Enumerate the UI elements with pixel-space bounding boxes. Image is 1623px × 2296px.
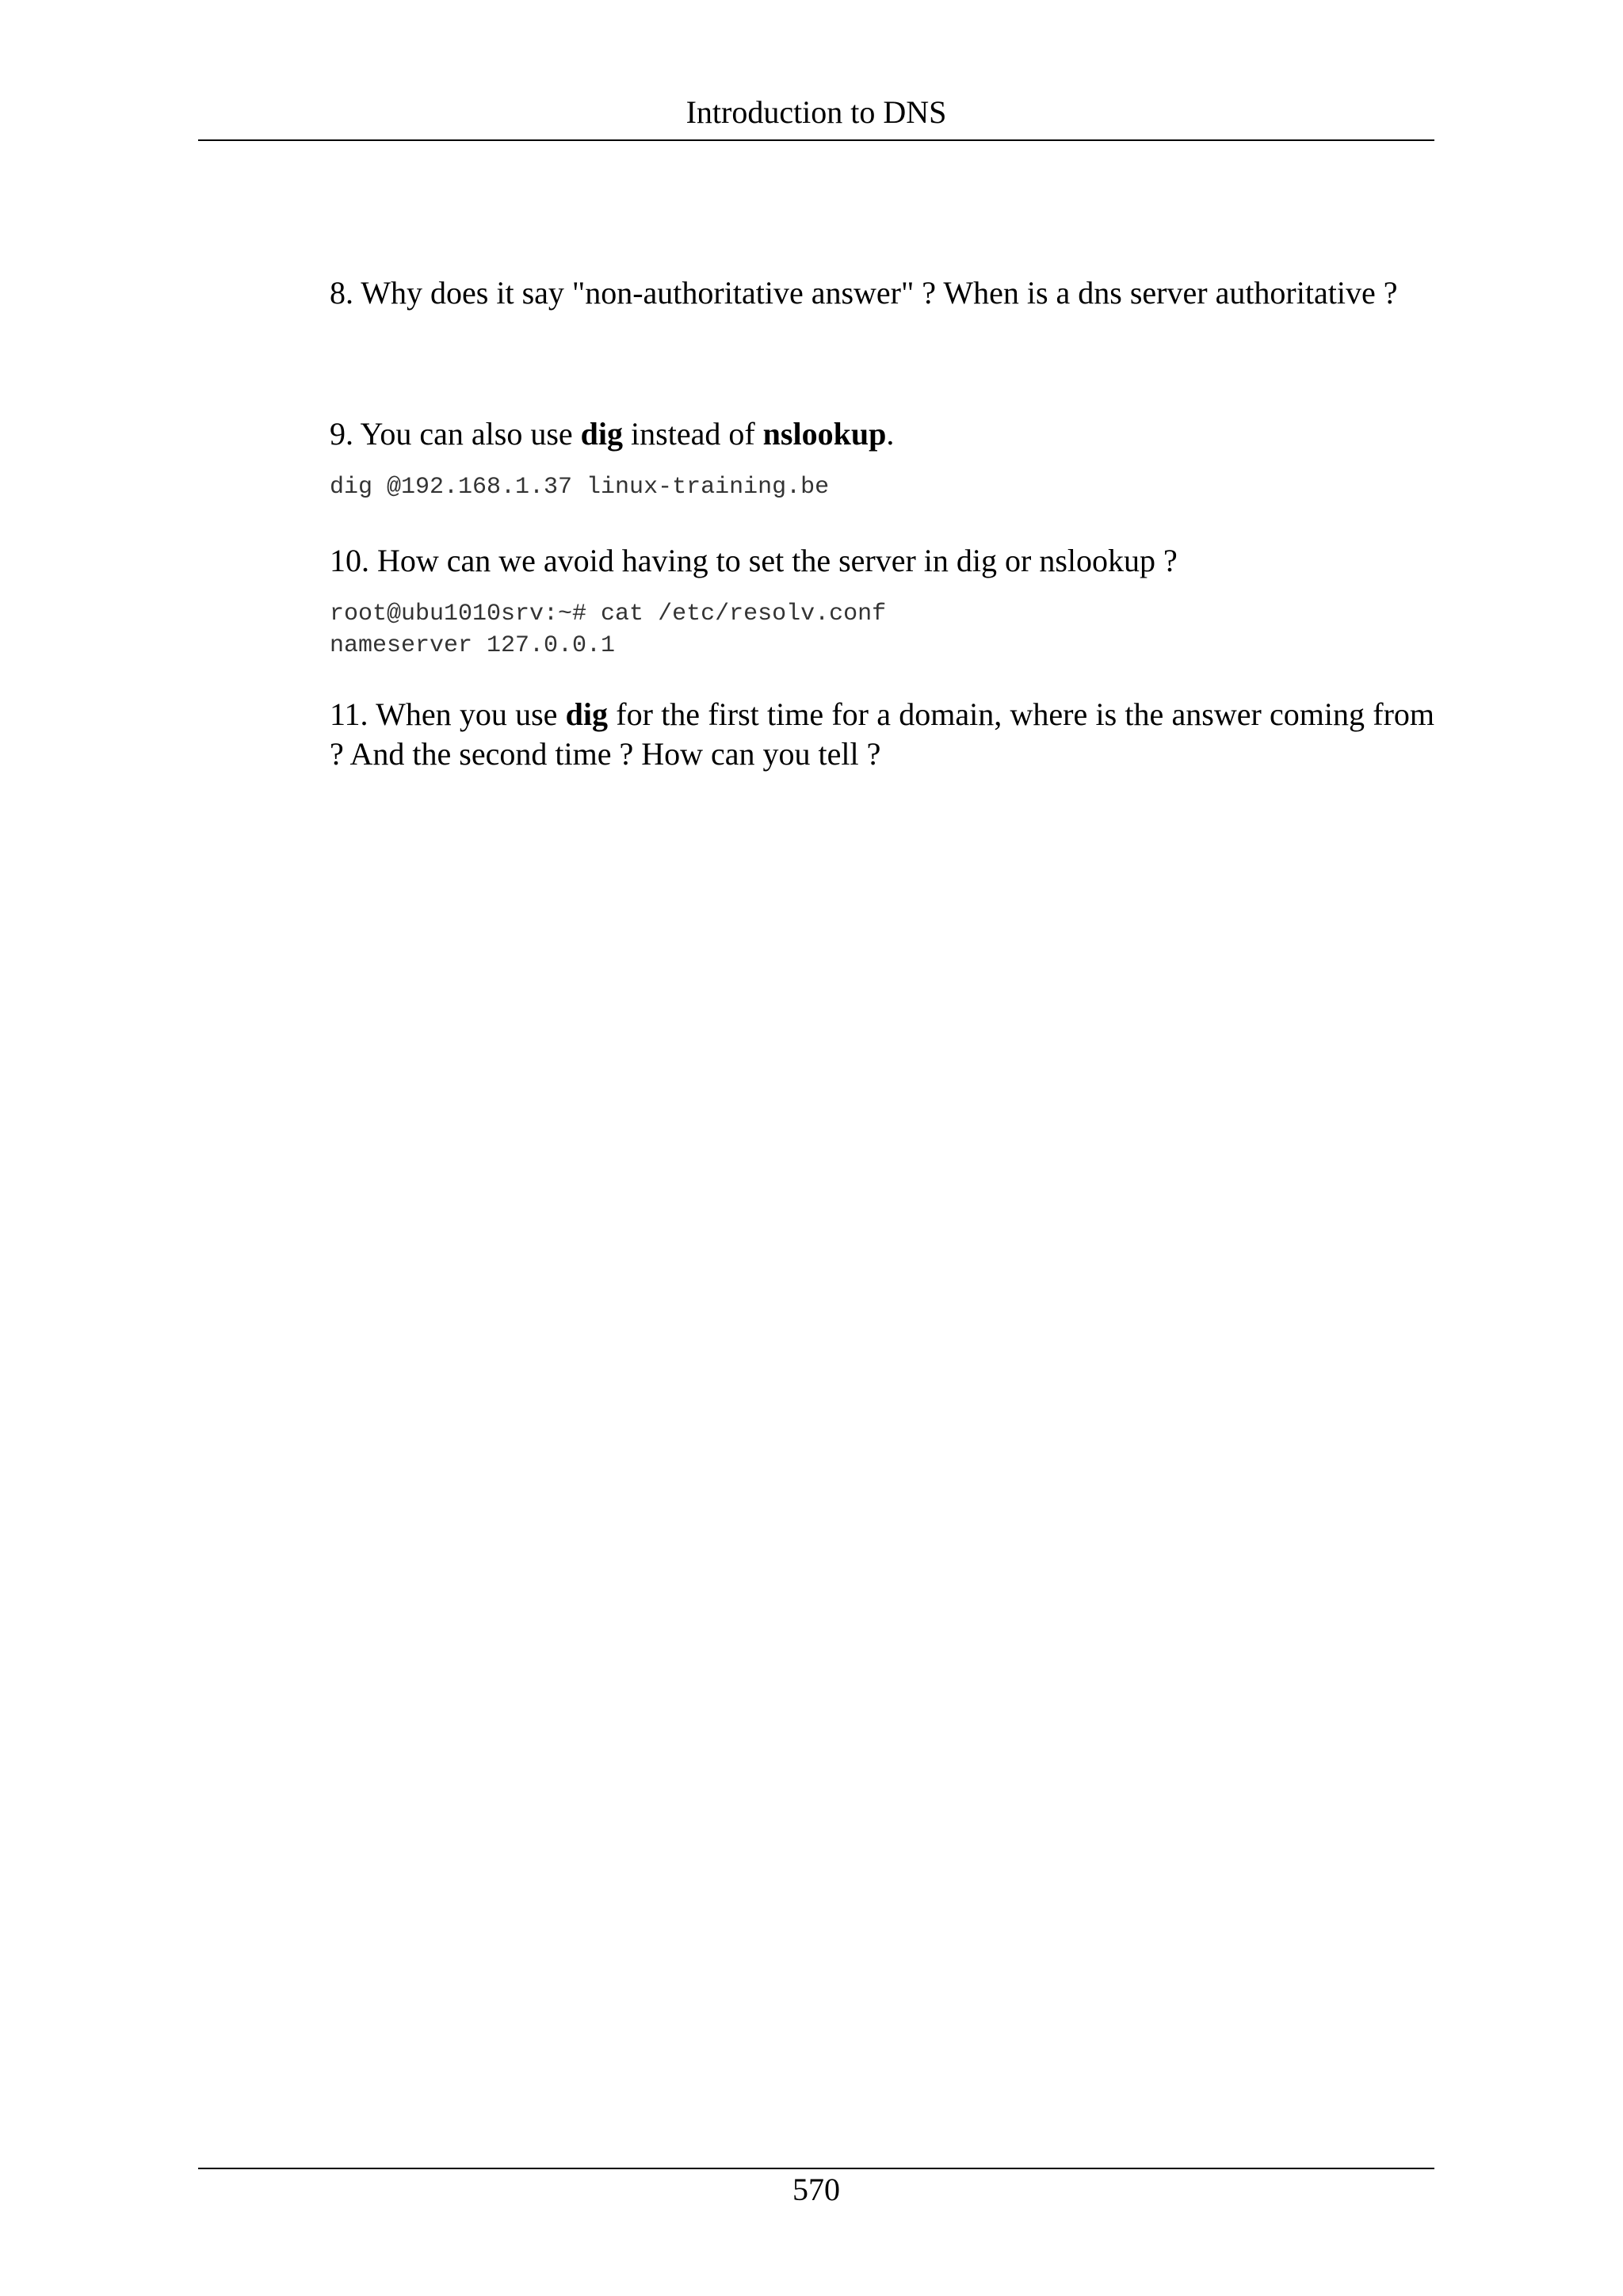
question-number: 10. bbox=[330, 543, 369, 578]
command-nslookup: nslookup bbox=[762, 416, 887, 452]
command-dig: dig bbox=[580, 416, 624, 452]
command-dig: dig bbox=[565, 696, 609, 732]
running-header: Introduction to DNS bbox=[685, 94, 947, 130]
code-block-dig: dig @192.168.1.37 linux-training.be bbox=[330, 474, 830, 501]
question-text: When you use bbox=[376, 696, 558, 732]
question-number: 11. bbox=[330, 696, 369, 732]
question-text: Why does it say "non-authoritative answer" ? When is a dns server authoritative ? bbox=[361, 275, 1398, 311]
page-number: 570 bbox=[792, 2172, 840, 2207]
question-text: instead of bbox=[631, 416, 755, 452]
question-text: You can also use bbox=[360, 416, 573, 452]
code-block-resolv-conf: root@ubu1010srv:~# cat /etc/resolv.conf nameserver 127.0.0.1 bbox=[330, 601, 887, 659]
question-number: 8. bbox=[330, 275, 353, 311]
question-number: 9. bbox=[330, 416, 353, 452]
question-text: . bbox=[886, 416, 895, 452]
question-text: for the first time for a domain, where is the answer coming from ? And the second time ? How can you tell ? bbox=[330, 696, 1435, 772]
question-8 bbox=[330, 273, 1434, 313]
header-rule bbox=[198, 139, 1434, 141]
footer-rule bbox=[198, 2168, 1434, 2169]
question-10 bbox=[330, 541, 1434, 581]
question-11 bbox=[330, 695, 1434, 774]
question-text: How can we avoid having to set the server in dig or nslookup ? bbox=[377, 543, 1178, 578]
question-9 bbox=[330, 414, 1434, 454]
page-content bbox=[330, 273, 1434, 774]
